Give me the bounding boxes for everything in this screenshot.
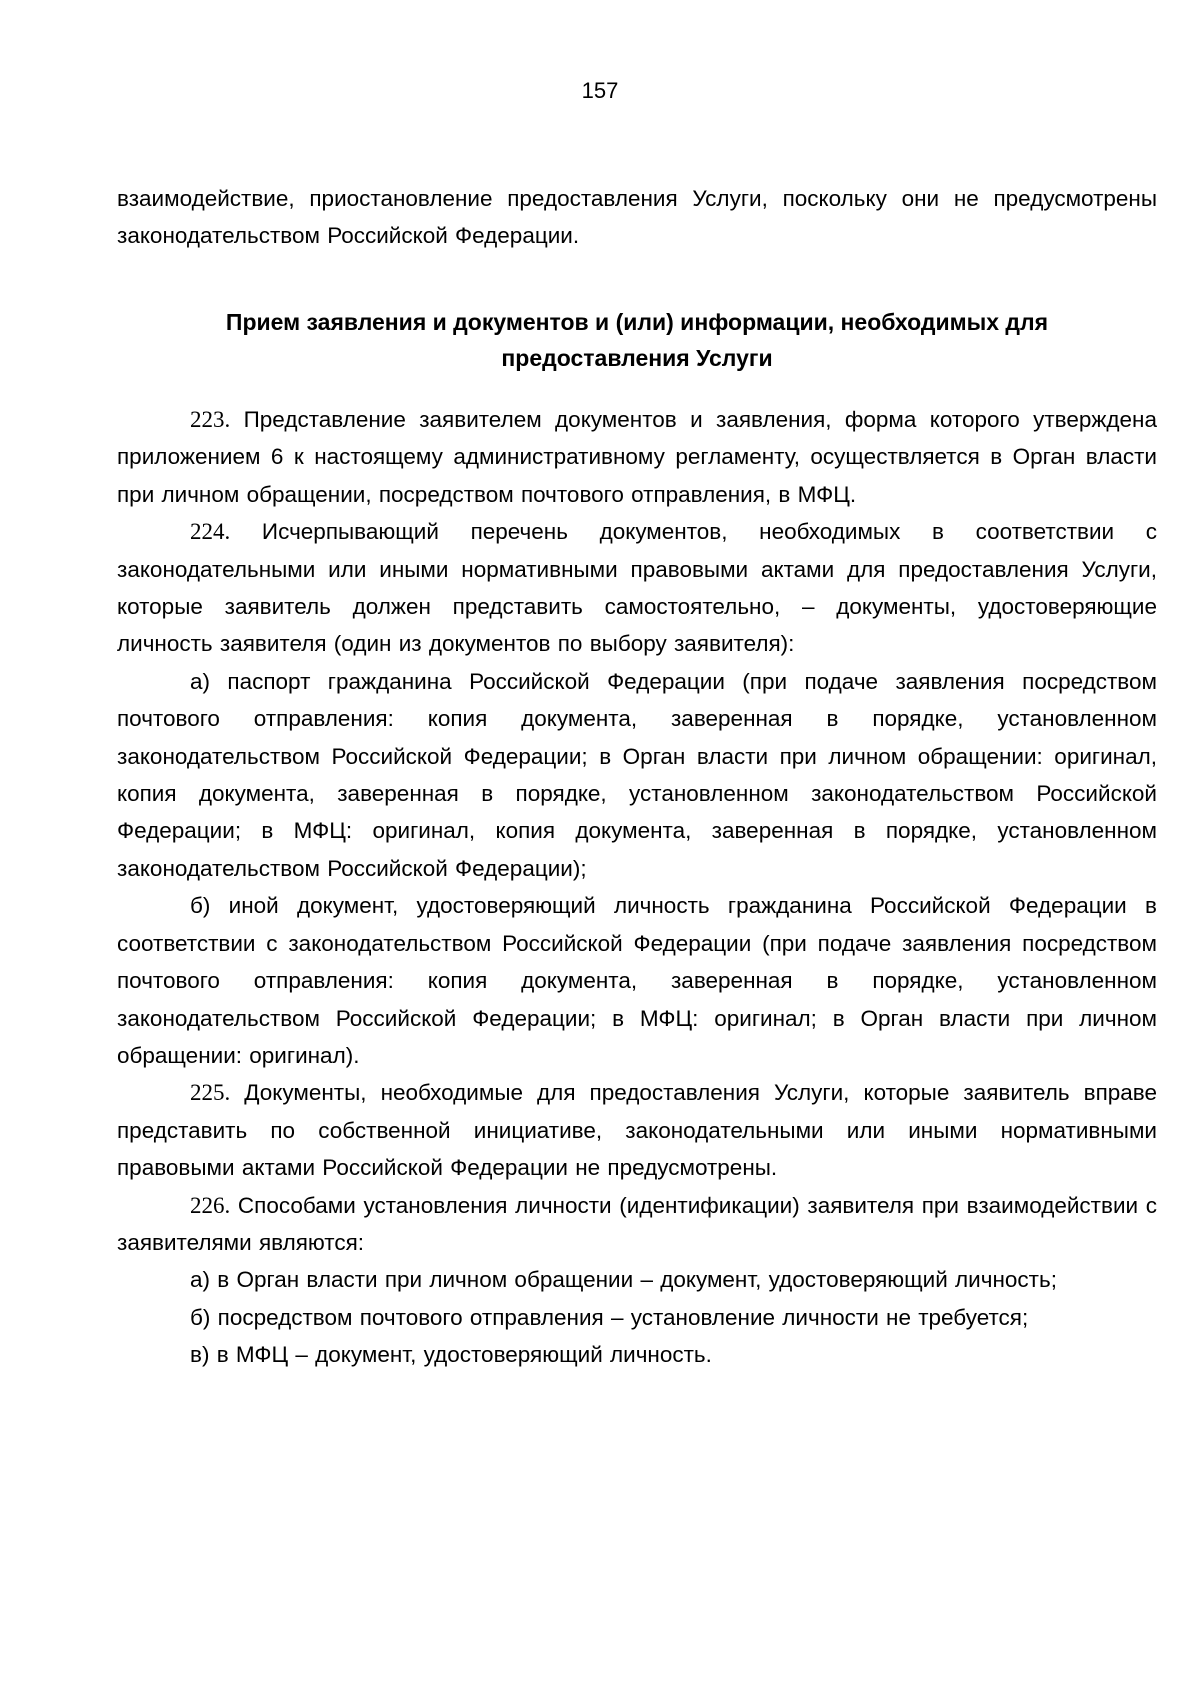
- paragraph-226: [117, 1187, 1157, 1262]
- list-item-226-c: [117, 1336, 1157, 1373]
- intro-paragraph: [117, 180, 1157, 255]
- paragraph-text: Способами установления личности (идентификации) заявителя при взаимодействии с заявителями являются:: [117, 1192, 1157, 1255]
- paragraph-text: Исчерпывающий перечень документов, необходимых в соответствии с законодательными или иными нормативными правовыми актами для предоставления Услуги, которые заявитель должен представить самостоятельно, – документы, удостоверяющие личность заявителя (один из документов по выбору заявителя):: [117, 519, 1157, 657]
- list-item-224-b: [117, 887, 1157, 1074]
- paragraph-text: б) иной документ, удостоверяющий личность гражданина Российской Федерации в соответствии с законодательством Российской Федерации (при подаче заявления посредством почтового отправления: копия документа, заверенная в порядке, установленном законодательством Российской Федерации; в МФЦ: оригинал; в Орган власти при личном обращении: оригинал).: [117, 893, 1157, 1068]
- list-item-226-b: [117, 1299, 1157, 1336]
- list-item-224-a: [117, 663, 1157, 887]
- paragraph-text: б) посредством почтового отправления – установление личности не требуется;: [190, 1304, 1029, 1330]
- paragraph-text: в) в МФЦ – документ, удостоверяющий личность.: [190, 1342, 712, 1368]
- paragraph-text: Документы, необходимые для предоставления Услуги, которые заявитель вправе представить по собственной инициативе, законодательными или иными нормативными правовыми актами Российской Федерации не предусмотрены.: [117, 1080, 1157, 1181]
- paragraph-text: Представление заявителем документов и заявления, форма которого утверждена приложением 6 к настоящему административному регламенту, осуществляется в Орган власти при личном обращении, посредством почтового отправления, в МФЦ.: [117, 407, 1157, 507]
- paragraph-number: 223.: [190, 407, 231, 432]
- paragraph-223: [117, 401, 1157, 513]
- paragraph-number: 226.: [190, 1192, 231, 1218]
- intro-text: взаимодействие, приостановление предоставления Услуги, поскольку они не предусмотрены законодательством Российской Федерации.: [117, 186, 1157, 249]
- paragraph-text: а) паспорт гражданина Российской Федерации (при подаче заявления посредством почтового отправления: копия документа, заверенная в порядке, установленном законодательством Российской Федерации; в Орган власти при личном обращении: оригинал, копия документа, заверенная в порядке, установленном законодательством Российской Федерации; в МФЦ: оригинал, копия документа, заверенная в порядке, установленном законодательством Российской Федерации);: [117, 668, 1157, 881]
- paragraph-number: 224.: [190, 519, 231, 545]
- paragraph-224: [117, 513, 1157, 663]
- list-item-226-a: [117, 1261, 1157, 1298]
- paragraph-225: [117, 1074, 1157, 1186]
- section-heading: [117, 304, 1157, 376]
- section-body: [117, 401, 1157, 1374]
- section-heading-line2: предоставления Услуги: [501, 345, 773, 371]
- page-number: 157: [581, 78, 619, 103]
- paragraph-text: а) в Орган власти при личном обращении – документ, удостоверяющий личность;: [190, 1267, 1057, 1293]
- section-heading-line1: Прием заявления и документов и (или) информации, необходимых для: [225, 309, 1049, 335]
- paragraph-number: 225.: [190, 1080, 231, 1106]
